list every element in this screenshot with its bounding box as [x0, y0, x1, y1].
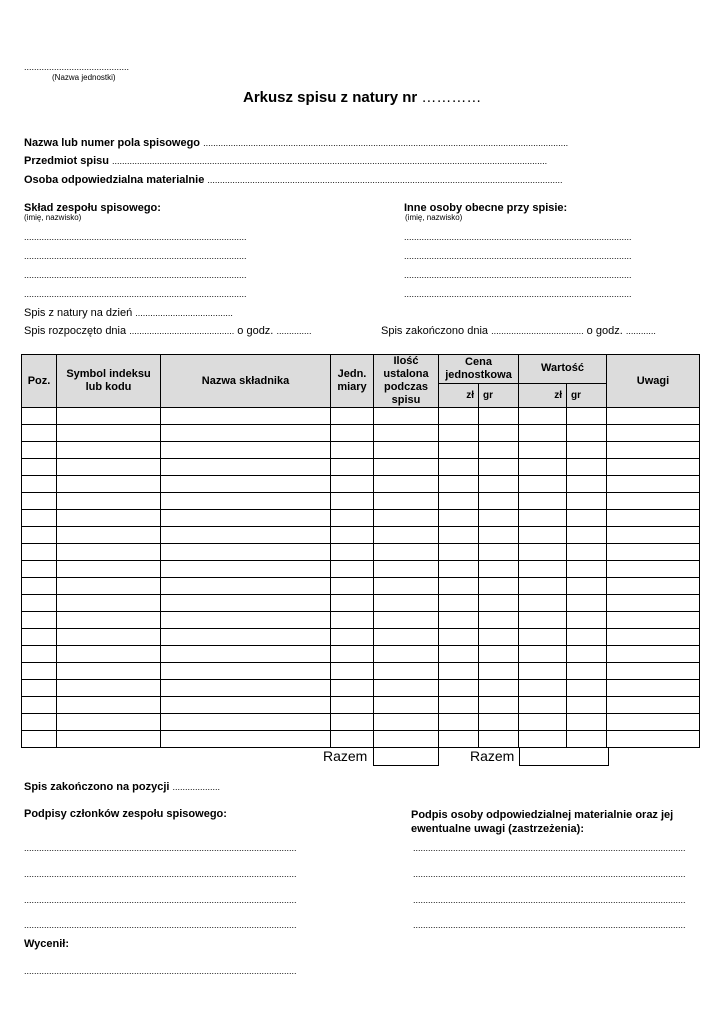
table-cell[interactable]: [161, 459, 331, 476]
table-cell[interactable]: [57, 493, 161, 510]
table-cell[interactable]: [519, 493, 567, 510]
started-dots[interactable]: ..........................................: [129, 326, 235, 336]
table-cell[interactable]: [439, 578, 479, 595]
table-cell[interactable]: [331, 629, 374, 646]
table-cell[interactable]: [57, 442, 161, 459]
table-cell[interactable]: [607, 425, 700, 442]
table-cell[interactable]: [57, 697, 161, 714]
table-cell[interactable]: [331, 442, 374, 459]
table-cell[interactable]: [57, 595, 161, 612]
col-name: Nazwa składnika: [161, 355, 331, 408]
table-cell[interactable]: [57, 578, 161, 595]
started-hour-dots[interactable]: ..............: [276, 326, 312, 336]
razem-qty-label: Razem: [323, 748, 368, 764]
table-cell[interactable]: [161, 595, 331, 612]
table-cell[interactable]: [519, 510, 567, 527]
table-cell[interactable]: [519, 408, 567, 425]
table-row: [22, 493, 700, 510]
table-cell[interactable]: [57, 544, 161, 561]
table-cell[interactable]: [161, 680, 331, 697]
table-cell[interactable]: [439, 561, 479, 578]
table-cell[interactable]: [519, 697, 567, 714]
table-cell[interactable]: [57, 714, 161, 731]
table-cell[interactable]: [607, 544, 700, 561]
table-cell[interactable]: [374, 578, 439, 595]
table-cell[interactable]: [374, 680, 439, 697]
resp-signature-label: Podpis osoby odpowiedzialnej materialnie oraz jej ewentualne uwagi (zastrzeżenia):: [411, 809, 674, 835]
table-cell[interactable]: [439, 731, 479, 748]
table-cell[interactable]: [439, 697, 479, 714]
table-row: [22, 527, 700, 544]
responsible-dots[interactable]: ..............................................................................................................................................: [207, 175, 563, 185]
table-cell[interactable]: [479, 408, 519, 425]
table-row: [22, 408, 700, 425]
ended-label: Spis zakończono dnia: [381, 325, 489, 337]
team-line[interactable]: .........................................................................................: [24, 270, 247, 280]
table-cell[interactable]: [331, 425, 374, 442]
table-cell[interactable]: [439, 476, 479, 493]
ended-hour-dots[interactable]: ............: [625, 326, 656, 336]
table-cell[interactable]: [439, 595, 479, 612]
table-cell[interactable]: [567, 680, 607, 697]
table-cell[interactable]: [22, 510, 57, 527]
table-row: [22, 561, 700, 578]
col-qty: Ilość ustalona podczas spisu: [374, 355, 439, 408]
table-cell[interactable]: [607, 595, 700, 612]
razem-value-box[interactable]: [519, 747, 609, 766]
table-cell[interactable]: [331, 493, 374, 510]
table-cell[interactable]: [479, 561, 519, 578]
table-row: [22, 629, 700, 646]
responsible-row: [24, 174, 562, 186]
table-cell[interactable]: [519, 663, 567, 680]
col-symbol: Symbol indeksu lub kodu: [57, 355, 161, 408]
table-cell[interactable]: [331, 459, 374, 476]
table-cell[interactable]: [374, 629, 439, 646]
table-cell[interactable]: [374, 731, 439, 748]
table-cell[interactable]: [607, 476, 700, 493]
table-cell[interactable]: [479, 663, 519, 680]
table-cell[interactable]: [607, 697, 700, 714]
title-text: Arkusz spisu z natury nr: [243, 89, 418, 106]
table-cell[interactable]: [567, 510, 607, 527]
table-cell[interactable]: [439, 544, 479, 561]
table-cell[interactable]: [57, 408, 161, 425]
table-cell[interactable]: [479, 629, 519, 646]
table-cell[interactable]: [607, 527, 700, 544]
table-cell[interactable]: [57, 425, 161, 442]
table-cell[interactable]: [57, 646, 161, 663]
table-cell[interactable]: [439, 663, 479, 680]
col-value: Wartość: [519, 355, 607, 384]
table-cell[interactable]: [161, 714, 331, 731]
responsible-label: Osoba odpowiedzialna materialnie: [24, 174, 205, 186]
table-cell[interactable]: [374, 595, 439, 612]
col-unit: Jedn. miary: [331, 355, 374, 408]
table-cell[interactable]: [567, 731, 607, 748]
table-cell[interactable]: [479, 442, 519, 459]
table-cell[interactable]: [519, 714, 567, 731]
table-cell[interactable]: [374, 425, 439, 442]
table-cell[interactable]: [567, 697, 607, 714]
others-label: Inne osoby obecne przy spisie:: [404, 202, 568, 214]
table-cell[interactable]: [331, 408, 374, 425]
table-cell[interactable]: [22, 425, 57, 442]
table-cell[interactable]: [567, 561, 607, 578]
table-cell[interactable]: [161, 510, 331, 527]
table-cell[interactable]: [22, 680, 57, 697]
table-cell[interactable]: [479, 493, 519, 510]
table-cell[interactable]: [57, 731, 161, 748]
table-cell[interactable]: [519, 680, 567, 697]
table-cell[interactable]: [161, 731, 331, 748]
table-cell[interactable]: [607, 714, 700, 731]
table-cell[interactable]: [439, 408, 479, 425]
team-signature-line[interactable]: .............................................................................................................: [24, 869, 297, 879]
table-cell[interactable]: [439, 493, 479, 510]
table-cell[interactable]: [331, 476, 374, 493]
table-cell[interactable]: [607, 442, 700, 459]
table-cell[interactable]: [607, 493, 700, 510]
table-cell[interactable]: [567, 527, 607, 544]
table-row: [22, 697, 700, 714]
col-notes: Uwagi: [607, 355, 700, 408]
table-cell[interactable]: [331, 731, 374, 748]
table-cell[interactable]: [22, 578, 57, 595]
field-name-row: [24, 137, 568, 149]
col-poz: Poz.: [22, 355, 57, 408]
started-label: Spis rozpoczęto dnia: [24, 325, 127, 337]
table-cell[interactable]: [439, 714, 479, 731]
table-cell[interactable]: [479, 544, 519, 561]
table-cell[interactable]: [331, 646, 374, 663]
table-cell[interactable]: [479, 646, 519, 663]
table-cell[interactable]: [479, 714, 519, 731]
table-cell[interactable]: [519, 544, 567, 561]
table-cell[interactable]: [439, 459, 479, 476]
table-cell[interactable]: [519, 629, 567, 646]
table-cell[interactable]: [479, 697, 519, 714]
table-cell[interactable]: [479, 527, 519, 544]
table-cell[interactable]: [607, 408, 700, 425]
table-cell[interactable]: [374, 476, 439, 493]
table-cell[interactable]: [519, 442, 567, 459]
table-cell[interactable]: [57, 476, 161, 493]
table-cell[interactable]: [374, 527, 439, 544]
table-row: [22, 714, 700, 731]
others-line[interactable]: ...........................................................................................: [404, 232, 632, 242]
table-cell[interactable]: [519, 527, 567, 544]
table-cell[interactable]: [374, 544, 439, 561]
ended-hour-label: o godz.: [586, 325, 623, 337]
team-label: Skład zespołu spisowego:: [24, 202, 161, 214]
inventory-rows: [22, 408, 700, 748]
table-cell[interactable]: [22, 629, 57, 646]
table-cell[interactable]: [57, 680, 161, 697]
table-cell[interactable]: [607, 680, 700, 697]
others-line[interactable]: ...........................................................................................: [404, 270, 632, 280]
table-cell[interactable]: [567, 629, 607, 646]
table-cell[interactable]: [519, 595, 567, 612]
team-signature-line[interactable]: .............................................................................................................: [24, 895, 297, 905]
table-cell[interactable]: [22, 459, 57, 476]
table-cell[interactable]: [161, 646, 331, 663]
table-cell[interactable]: [331, 544, 374, 561]
team-signature-line[interactable]: .............................................................................................................: [24, 920, 297, 930]
table-cell[interactable]: [567, 442, 607, 459]
table-cell[interactable]: [607, 578, 700, 595]
table-cell[interactable]: [161, 408, 331, 425]
valued-label: Wycenił:: [24, 938, 70, 950]
table-cell[interactable]: [331, 561, 374, 578]
table-cell[interactable]: [161, 578, 331, 595]
table-cell[interactable]: [22, 612, 57, 629]
others-line[interactable]: ...........................................................................................: [404, 251, 632, 261]
razem-qty-box[interactable]: [373, 747, 439, 766]
table-cell[interactable]: [439, 680, 479, 697]
table-row: [22, 476, 700, 493]
team-signatures-label: Podpisy członków zespołu spisowego:: [24, 808, 227, 820]
subject-label: Przedmiot spisu: [24, 155, 109, 167]
table-cell[interactable]: [57, 527, 161, 544]
table-cell[interactable]: [519, 459, 567, 476]
table-cell[interactable]: [479, 425, 519, 442]
table-row: [22, 612, 700, 629]
started-row: [24, 325, 311, 337]
table-cell[interactable]: [607, 612, 700, 629]
table-cell[interactable]: [57, 663, 161, 680]
table-cell[interactable]: [331, 680, 374, 697]
table-cell[interactable]: [567, 476, 607, 493]
table-row: [22, 510, 700, 527]
table-cell[interactable]: [519, 646, 567, 663]
table-cell[interactable]: [161, 476, 331, 493]
table-cell[interactable]: [519, 425, 567, 442]
table-cell[interactable]: [567, 595, 607, 612]
table-cell[interactable]: [607, 663, 700, 680]
table-row: [22, 459, 700, 476]
price-gr: gr: [479, 383, 519, 407]
table-cell[interactable]: [374, 408, 439, 425]
table-cell[interactable]: [374, 663, 439, 680]
table-cell[interactable]: [567, 425, 607, 442]
table-cell[interactable]: [161, 544, 331, 561]
ended-dots[interactable]: .....................................: [491, 326, 584, 336]
others-line[interactable]: ...........................................................................................: [404, 289, 632, 299]
table-cell[interactable]: [22, 493, 57, 510]
team-line[interactable]: .........................................................................................: [24, 232, 247, 242]
table-row: [22, 442, 700, 459]
table-cell[interactable]: [439, 442, 479, 459]
table-cell[interactable]: [567, 714, 607, 731]
table-cell[interactable]: [567, 612, 607, 629]
table-cell[interactable]: [607, 510, 700, 527]
table-row: [22, 646, 700, 663]
table-cell[interactable]: [607, 731, 700, 748]
table-cell[interactable]: [374, 493, 439, 510]
razem-value-label: Razem: [470, 748, 515, 764]
table-cell[interactable]: [374, 561, 439, 578]
table-cell[interactable]: [22, 646, 57, 663]
subject-dots[interactable]: ..............................................................................................................................................................................: [112, 156, 548, 166]
table-cell[interactable]: [331, 527, 374, 544]
value-zl: zł: [519, 383, 567, 407]
table-cell[interactable]: [57, 629, 161, 646]
resp-signature-line[interactable]: .............................................................................................................: [413, 895, 686, 905]
table-cell[interactable]: [57, 612, 161, 629]
ended-row: [381, 325, 656, 337]
table-cell[interactable]: [479, 612, 519, 629]
table-row: [22, 578, 700, 595]
table-cell[interactable]: [439, 425, 479, 442]
ended-at-row: [24, 781, 220, 793]
table-cell[interactable]: [22, 561, 57, 578]
table-cell[interactable]: [567, 493, 607, 510]
table-cell[interactable]: [374, 714, 439, 731]
table-cell[interactable]: [22, 476, 57, 493]
unit-name-label: (Nazwa jednostki): [52, 73, 116, 82]
table-cell[interactable]: [567, 646, 607, 663]
table-cell[interactable]: [439, 629, 479, 646]
page-title: [243, 89, 481, 106]
table-cell[interactable]: [22, 663, 57, 680]
table-cell[interactable]: [479, 578, 519, 595]
ended-at-label: Spis zakończono na pozycji: [24, 781, 170, 793]
table-cell[interactable]: [331, 595, 374, 612]
title-number-dots: …………: [421, 89, 482, 106]
col-price: Cena jednostkowa: [439, 355, 519, 384]
inventory-table: [21, 354, 700, 748]
as-of-dots[interactable]: .......................................: [135, 308, 233, 318]
table-row: [22, 595, 700, 612]
table-cell[interactable]: [161, 663, 331, 680]
table-cell[interactable]: [567, 663, 607, 680]
table-row: [22, 731, 700, 748]
subject-row: [24, 155, 547, 167]
table-cell[interactable]: [519, 578, 567, 595]
table-cell[interactable]: [567, 459, 607, 476]
table-cell[interactable]: [57, 510, 161, 527]
table-cell[interactable]: [161, 527, 331, 544]
table-cell[interactable]: [22, 527, 57, 544]
table-cell[interactable]: [374, 442, 439, 459]
table-cell[interactable]: [22, 714, 57, 731]
as-of-row: [24, 307, 233, 319]
table-cell[interactable]: [161, 493, 331, 510]
table-row: [22, 680, 700, 697]
table-cell[interactable]: [57, 459, 161, 476]
table-cell[interactable]: [479, 510, 519, 527]
table-cell[interactable]: [567, 578, 607, 595]
table-cell[interactable]: [22, 595, 57, 612]
table-row: [22, 425, 700, 442]
table-cell[interactable]: [161, 612, 331, 629]
table-cell[interactable]: [161, 561, 331, 578]
table-cell[interactable]: [479, 680, 519, 697]
field-name-dots[interactable]: ..................................................................................................................................................: [203, 138, 569, 148]
table-cell[interactable]: [331, 663, 374, 680]
table-cell[interactable]: [567, 408, 607, 425]
table-cell[interactable]: [22, 544, 57, 561]
table-cell[interactable]: [161, 629, 331, 646]
resp-signature-line[interactable]: .............................................................................................................: [413, 843, 686, 853]
resp-signature-line[interactable]: .............................................................................................................: [413, 920, 686, 930]
table-cell[interactable]: [479, 595, 519, 612]
others-sub: (imię, nazwisko): [405, 213, 463, 222]
table-cell[interactable]: [607, 561, 700, 578]
resp-signature-line[interactable]: .............................................................................................................: [413, 869, 686, 879]
table-cell[interactable]: [607, 646, 700, 663]
table-cell[interactable]: [439, 646, 479, 663]
table-cell[interactable]: [22, 697, 57, 714]
table-cell[interactable]: [479, 476, 519, 493]
table-row: [22, 663, 700, 680]
table-cell[interactable]: [479, 459, 519, 476]
team-sub: (imię, nazwisko): [24, 213, 82, 222]
started-hour-label: o godz.: [237, 325, 274, 337]
table-cell[interactable]: [331, 714, 374, 731]
table-cell[interactable]: [331, 612, 374, 629]
unit-name-dots: ..........................................: [24, 62, 130, 72]
as-of-label: Spis z natury na dzień: [24, 307, 133, 319]
table-row: [22, 544, 700, 561]
team-line[interactable]: .........................................................................................: [24, 251, 247, 261]
table-cell[interactable]: [567, 544, 607, 561]
valued-line[interactable]: .............................................................................................................: [24, 966, 297, 976]
table-cell[interactable]: [439, 527, 479, 544]
ended-at-dots[interactable]: ...................: [172, 782, 221, 792]
table-cell[interactable]: [607, 459, 700, 476]
table-cell[interactable]: [607, 629, 700, 646]
table-cell[interactable]: [519, 731, 567, 748]
table-cell[interactable]: [439, 612, 479, 629]
table-cell[interactable]: [374, 510, 439, 527]
table-cell[interactable]: [519, 612, 567, 629]
team-line[interactable]: .........................................................................................: [24, 289, 247, 299]
table-cell[interactable]: [374, 459, 439, 476]
table-cell[interactable]: [439, 510, 479, 527]
field-name-label: Nazwa lub numer pola spisowego: [24, 137, 201, 149]
table-cell[interactable]: [519, 476, 567, 493]
table-cell[interactable]: [374, 646, 439, 663]
table-cell[interactable]: [331, 697, 374, 714]
team-signature-line[interactable]: .............................................................................................................: [24, 843, 297, 853]
table-cell[interactable]: [22, 731, 57, 748]
table-cell[interactable]: [22, 408, 57, 425]
value-gr: gr: [567, 383, 607, 407]
price-zl: zł: [439, 383, 479, 407]
table-cell[interactable]: [57, 561, 161, 578]
table-cell[interactable]: [331, 510, 374, 527]
table-cell[interactable]: [161, 697, 331, 714]
table-cell[interactable]: [374, 612, 439, 629]
table-cell[interactable]: [519, 561, 567, 578]
table-cell[interactable]: [161, 425, 331, 442]
table-cell[interactable]: [479, 731, 519, 748]
table-cell[interactable]: [331, 578, 374, 595]
table-cell[interactable]: [161, 442, 331, 459]
table-cell[interactable]: [22, 442, 57, 459]
table-cell[interactable]: [374, 697, 439, 714]
